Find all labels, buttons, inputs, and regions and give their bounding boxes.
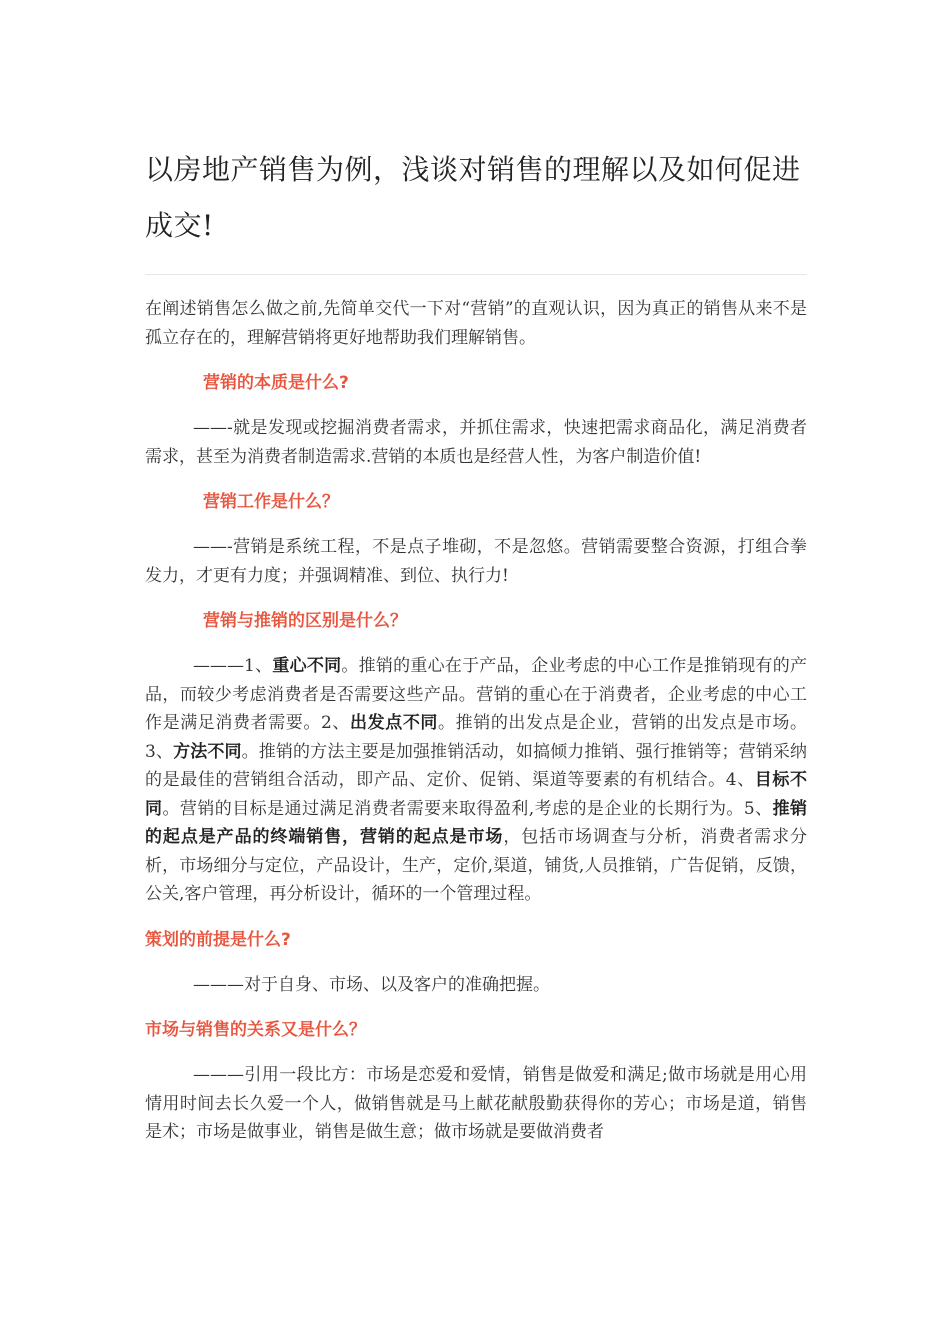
section-heading-marketing-vs-selling: 营销与推销的区别是什么？ bbox=[203, 611, 407, 631]
section-body-market-vs-sales: ———引用一段比方：市场是恋爱和爱情，销售是做爱和满足;做市场就是用心用情用时间去长久爱一个人，做销售就是马上献花献殷勤获得你的芳心；市场是道，销售是术；市场是做事业，销售是做生意；做市场就是要做消费者 bbox=[145, 1065, 807, 1142]
title-divider bbox=[145, 274, 807, 275]
section-body-marketing-vs-selling bbox=[145, 652, 807, 909]
bold-run: 重心不同 bbox=[272, 656, 342, 676]
section-heading-market-vs-sales: 市场与销售的关系又是什么？ bbox=[145, 1020, 366, 1040]
text-run: ———1、 bbox=[193, 656, 273, 676]
bold-run: 目标不同 bbox=[145, 770, 807, 819]
text-run: 。推销的出发点是企业，营销的出发点是市场。3、 bbox=[145, 713, 807, 762]
section-heading-marketing-essence: 营销的本质是什么? bbox=[203, 373, 349, 393]
text-run: 。推销的方法主要是加强推销活动，如搞倾力推销、强行推销等；营销采纳的是最佳的营销组合活动，即产品、定价、促销、渠道等要素的有机结合。4、 bbox=[145, 741, 807, 790]
article-title: 以房地产销售为例，浅谈对销售的理解以及如何促进成交! bbox=[145, 153, 801, 242]
section-body-marketing-essence: ——-就是发现或挖掘消费者需求，并抓住需求，快速把需求商品化，满足消费者需求，甚至为消费者制造需求.营销的本质也是经营人性，为客户制造价值! bbox=[145, 418, 807, 467]
section-heading-planning-premise: 策划的前提是什么? bbox=[145, 929, 291, 950]
bold-run: 出发点不同 bbox=[350, 713, 439, 733]
bold-run: 方法不同 bbox=[173, 741, 242, 762]
article bbox=[145, 142, 807, 1164]
section-body-marketing-work: ——-营销是系统工程，不是点子堆砌，不是忽悠。营销需要整合资源，打组合拳发力，才更有力度；并强调精准、到位、执行力! bbox=[145, 537, 807, 586]
text-run: 。营销的目标是通过满足消费者需要来取得盈利,考虑的是企业的长期行为。5、 bbox=[162, 798, 773, 819]
section-body-planning-premise: ———对于自身、市场、以及客户的准确把握。 bbox=[193, 974, 550, 995]
intro-paragraph: 在阐述销售怎么做之前,先简单交代一下对“营销”的直观认识，因为真正的销售从来不是孤立存在的，理解营销将更好地帮助我们理解销售。 bbox=[145, 299, 807, 348]
section-heading-marketing-work: 营销工作是什么？ bbox=[203, 492, 339, 512]
bold-run: 推销的起点是产品的终端销售，营销的起点是市场 bbox=[145, 798, 808, 847]
text-run: ，包括市场调查与分析，消费者需求分析，市场细分与定位，产品设计，生产，定价,渠道，铺货,人员推销，广告促销，反馈，公关,客户管理，再分析设计，循环的一个管理过程。 bbox=[145, 827, 808, 904]
text-run: 。推销的重心在于产品，企业考虑的中心工作是推销现有的产品，而较少考虑消费者是否需要这些产品。营销的重心在于消费者，企业考虑的中心工作是满足消费者需要。2、 bbox=[145, 656, 807, 733]
